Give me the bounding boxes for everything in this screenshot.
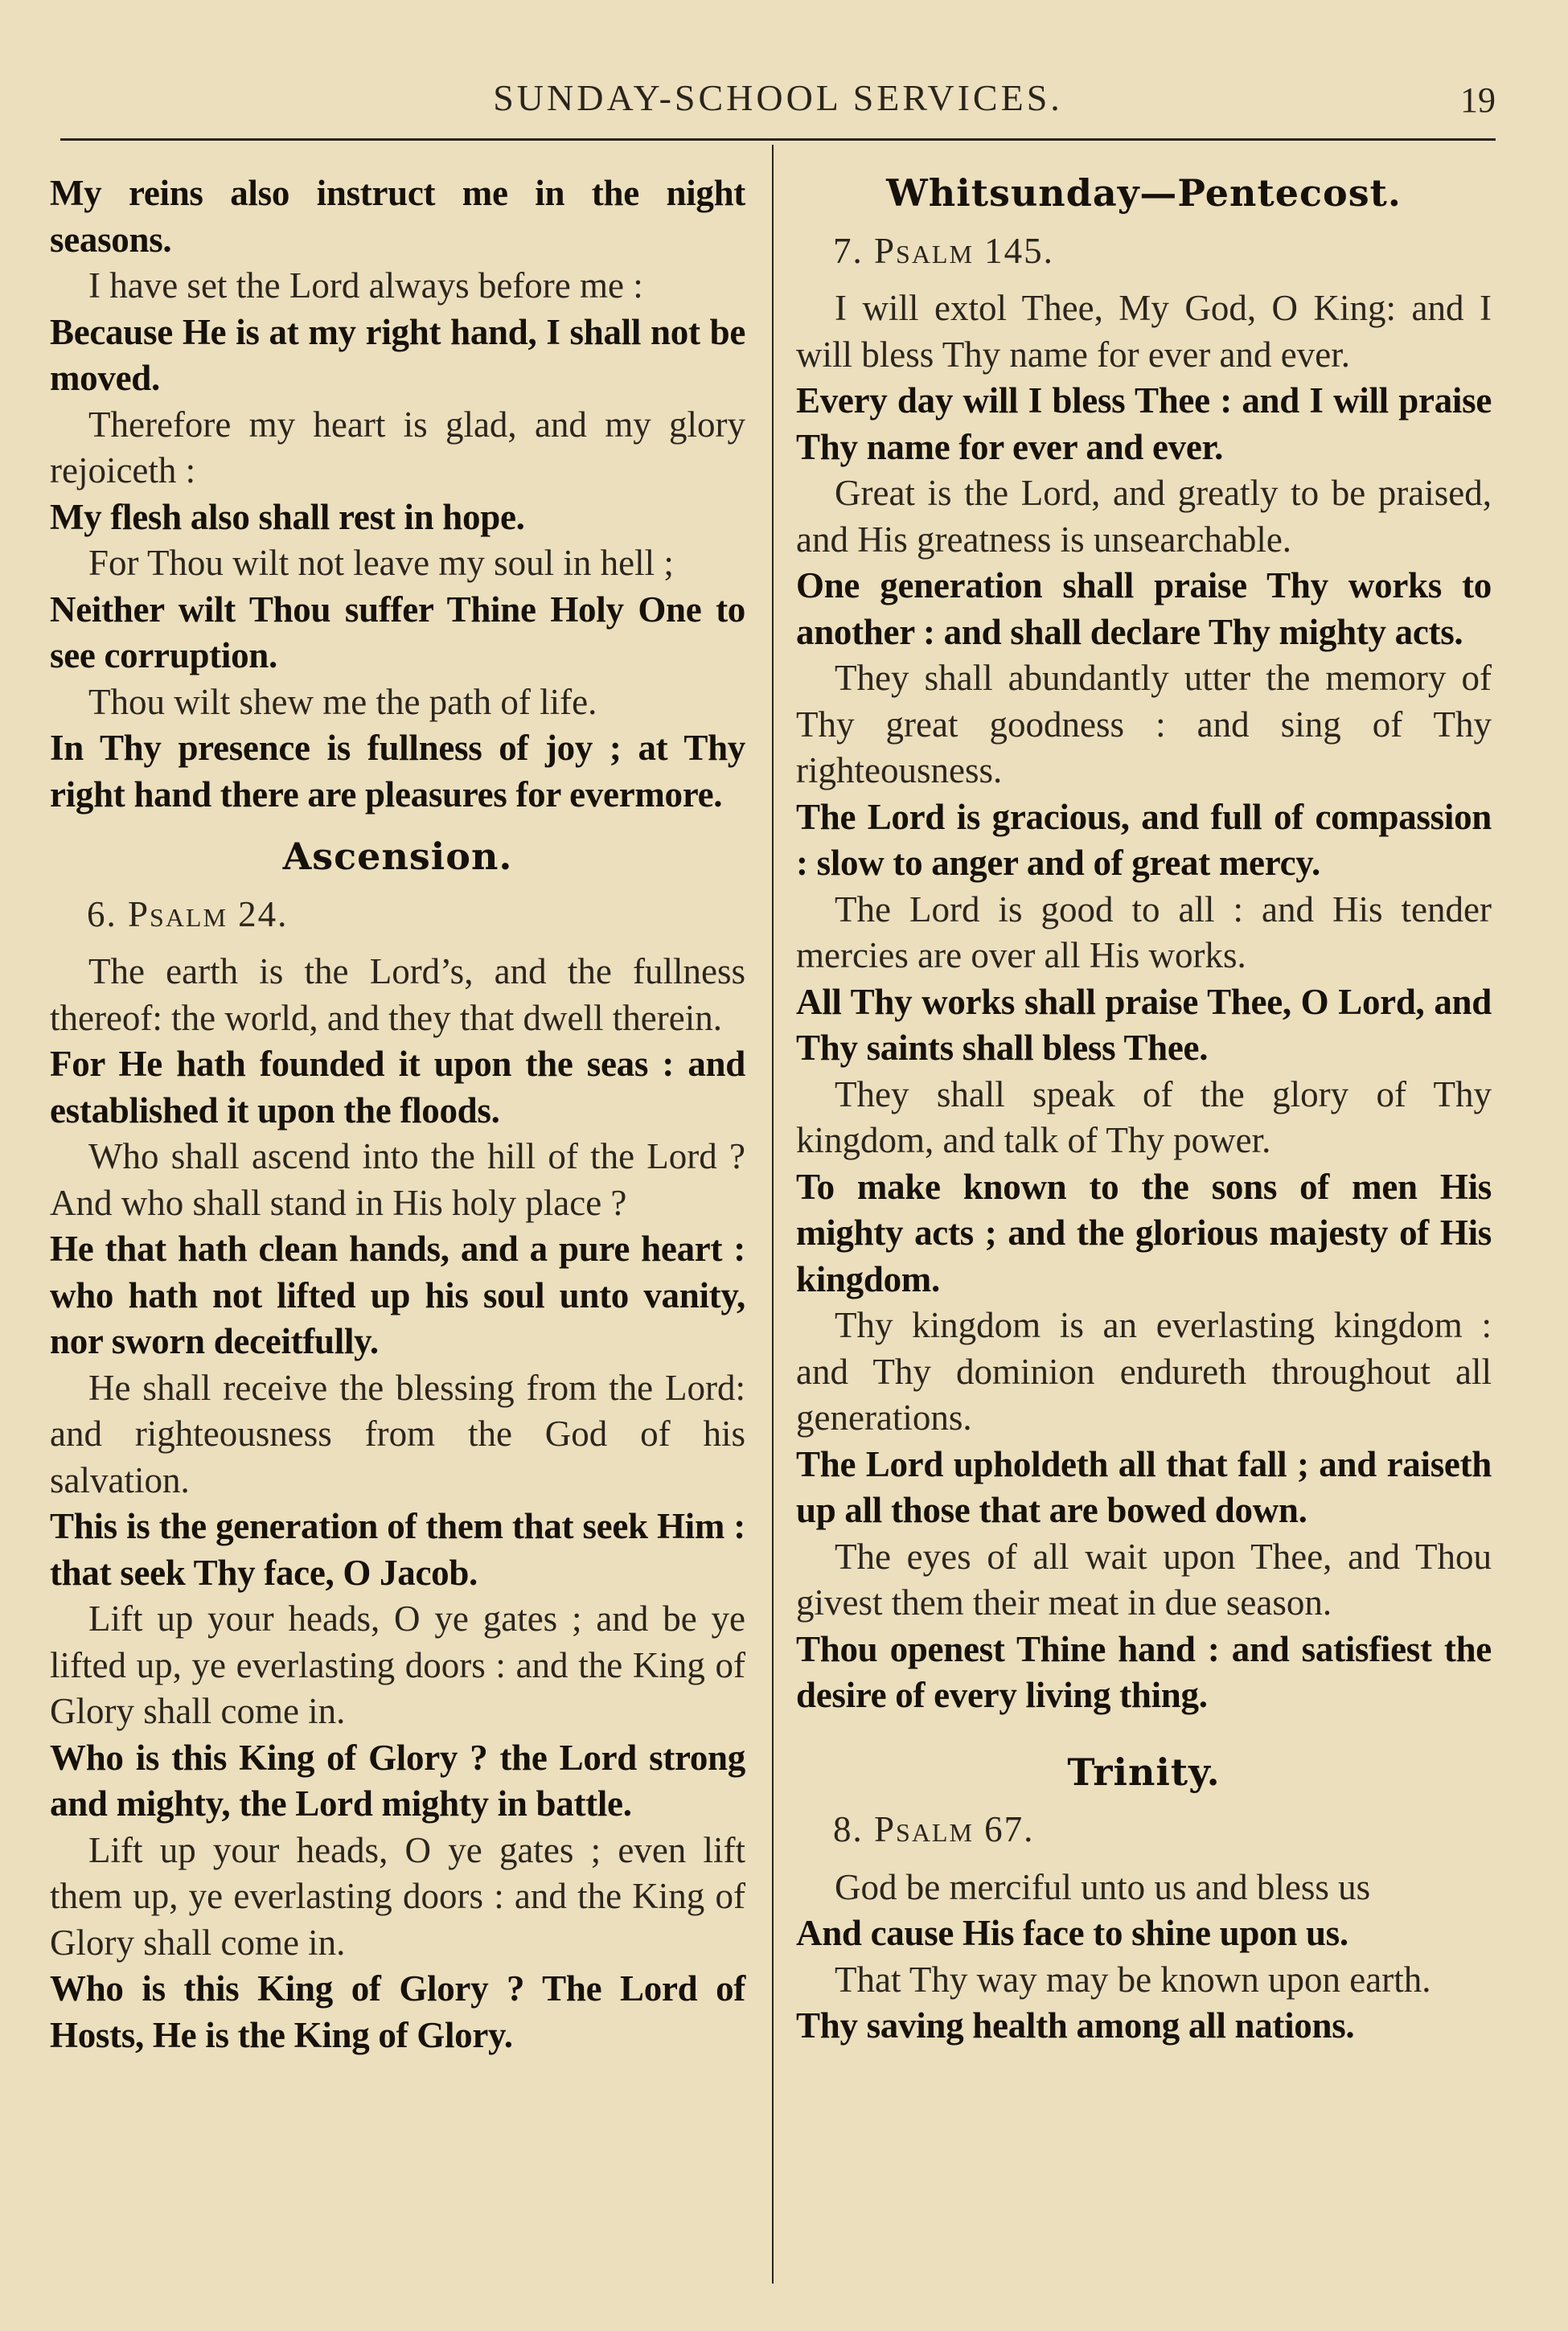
running-title: SUNDAY-SCHOOL SERVICES. (493, 77, 1063, 118)
verse: One generation shall praise Thy works to another : and shall declare Thy mighty acts. (796, 565, 1492, 652)
verse: The Lord is good to all : and His tender mercies are over all His works. (796, 888, 1492, 975)
right-column (796, 170, 1492, 2050)
verse: Lift up your heads, O ye gates ; even lift them up, ye everlasting doors : and the King of Glory shall come in. (50, 1829, 745, 1963)
verse: They shall abundantly utter the memory of Thy great goodness : and sing of Thy righteousness. (796, 658, 1492, 790)
column-divider (772, 145, 774, 2284)
verse: The eyes of all wait upon Thee, and Thou givest them their meat in due season. (796, 1536, 1492, 1623)
verse: Thy kingdom is an everlasting kingdom : and Thy dominion endureth throughout all generations. (796, 1305, 1492, 1438)
psalm-reference: 8. Psalm 67. (833, 1809, 1035, 1849)
verse: He shall receive the blessing from the Lord: and righteousness from the God of his salvation. (50, 1367, 745, 1500)
psalm-reference: 7. Psalm 145. (833, 230, 1054, 271)
verse: Thy saving health among all nations. (796, 2005, 1355, 2046)
verse: I will extol Thee, My God, O King: and I will bless Thy name for ever and ever. (796, 288, 1492, 375)
verse: The Lord upholdeth all that fall ; and raiseth up all those that are bowed down. (796, 1443, 1492, 1530)
verse: Who is this King of Glory ? the Lord strong and mighty, the Lord mighty in battle. (50, 1737, 745, 1824)
verse: Great is the Lord, and greatly to be praised, and His greatness is unsearchable. (796, 473, 1492, 560)
verse: In Thy presence is fullness of joy ; at Thy right hand there are pleasures for evermore. (50, 728, 745, 815)
verse: He that hath clean hands, and a pure heart : who hath not lifted up his soul unto vanity, nor sworn deceitfully. (50, 1229, 745, 1361)
verse: Neither wilt Thou suffer Thine Holy One to see corruption. (50, 589, 745, 675)
left-column (50, 170, 745, 2058)
verse: God be merciful unto us and bless us (835, 1866, 1371, 1907)
section-heading-whitsunday: Whitsunday—Pentecost. (886, 171, 1402, 215)
verse: I have set the Lord always before me : (88, 265, 643, 306)
verse: All Thy works shall praise Thee, O Lord, and Thy saints shall bless Thee. (796, 981, 1492, 1068)
section-heading-trinity: Trinity. (1067, 1750, 1221, 1794)
verse: The earth is the Lord’s, and the fullness thereof: the world, and they that dwell therein. (50, 951, 745, 1038)
verse: This is the generation of them that seek Him : that seek Thy face, O Jacob. (50, 1506, 745, 1593)
verse: My reins also instruct me in the night seasons. (50, 173, 745, 260)
verse: To make known to the sons of men His mighty acts ; and the glorious majesty of His kingdom. (796, 1166, 1492, 1299)
page-header (60, 76, 1496, 125)
verse: Every day will I bless Thee : and I will praise Thy name for ever and ever. (796, 380, 1492, 467)
verse: For Thou wilt not leave my soul in hell ; (88, 543, 674, 583)
verse: Who is this King of Glory ? The Lord of Hosts, He is the King of Glory. (50, 1968, 745, 2055)
verse: They shall speak of the glory of Thy kingdom, and talk of Thy power. (796, 1073, 1492, 1160)
verse: My flesh also shall rest in hope. (50, 496, 525, 537)
header-rule (60, 138, 1496, 141)
verse: Thou wilt shew me the path of life. (88, 681, 597, 722)
psalm-reference: 6. Psalm 24. (87, 893, 289, 934)
verse: Thou openest Thine hand : and satisfiest the desire of every living thing. (796, 1628, 1492, 1715)
verse: Therefore my heart is glad, and my glory rejoiceth : (50, 404, 745, 490)
verse: That Thy way may be known upon earth. (835, 1959, 1431, 2000)
verse: For He hath founded it upon the seas : and established it upon the floods. (50, 1044, 745, 1131)
page-number: 19 (1460, 80, 1496, 120)
verse: Who shall ascend into the hill of the Lord ? And who shall stand in His holy place ? (50, 1136, 745, 1223)
verse: The Lord is gracious, and full of compassion : slow to anger and of great mercy. (796, 796, 1492, 883)
section-heading-ascension: Ascension. (282, 835, 513, 878)
verse: And cause His face to shine upon us. (796, 1913, 1348, 1953)
verse: Lift up your heads, O ye gates ; and be ye lifted up, ye everlasting doors : and the King of Glory shall come in. (50, 1598, 745, 1731)
verse: Because He is at my right hand, I shall not be moved. (50, 311, 745, 398)
